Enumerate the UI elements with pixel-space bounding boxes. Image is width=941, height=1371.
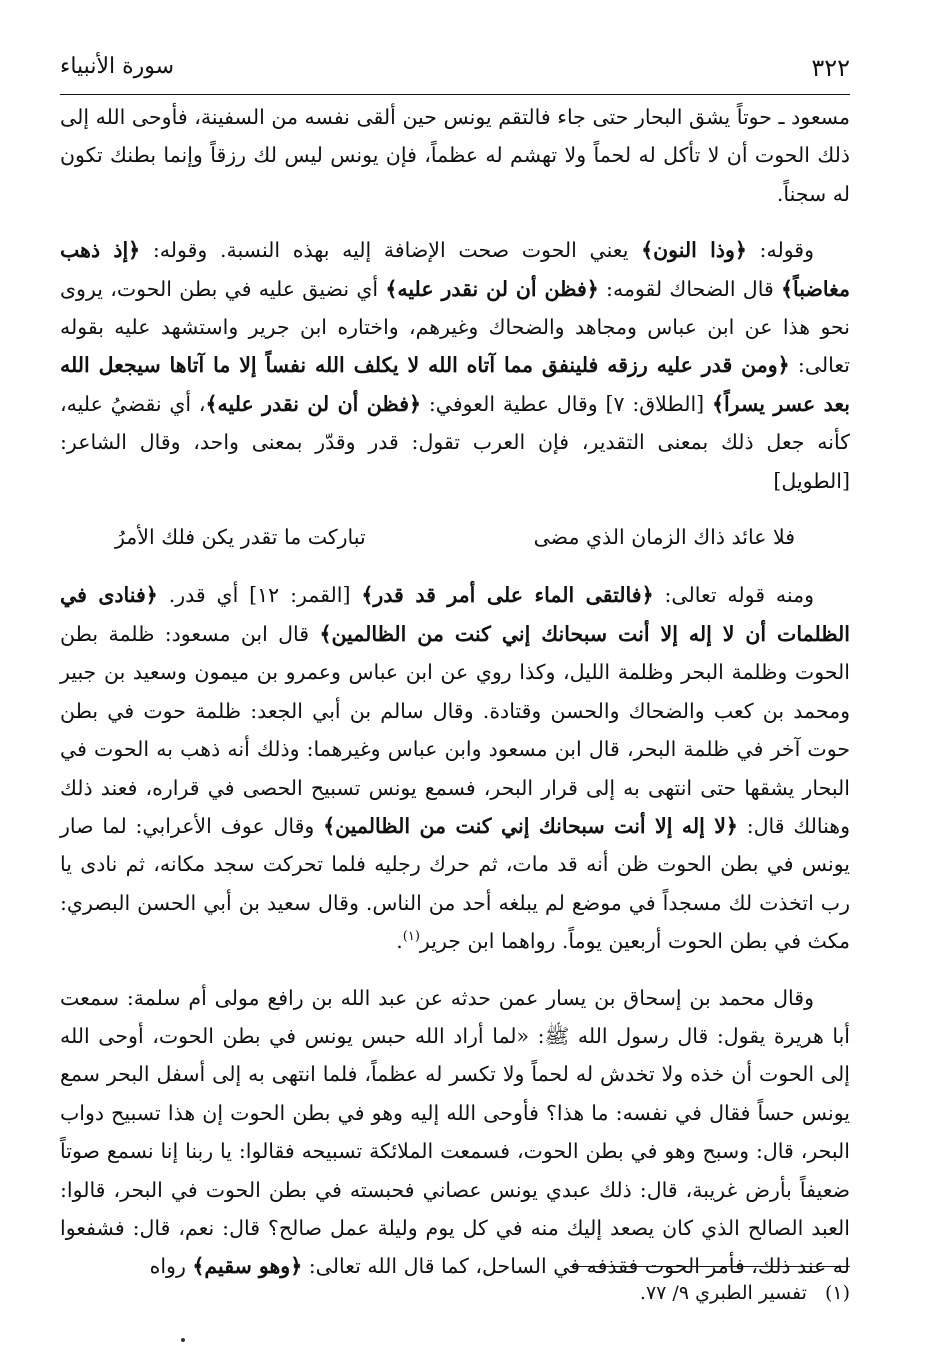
quran-quote: ﴿فظن أن لن نقدر عليه﴾ <box>385 276 599 301</box>
footnote-text: تفسير الطبري ٩/ ٧٧. <box>639 1282 807 1304</box>
footnote <box>560 1278 850 1308</box>
page-number: ٣٢٢ <box>811 54 850 82</box>
body-text <box>60 98 850 1304</box>
paragraph-4: وقال محمد بن إسحاق بن يسار عمن حدثه عن عبد الله بن رافع مولى أم سلمة: سمعت أبا هريرة يقول: قال رسول الله ﷺ: «لما أراد الله حبس يونس في بطن الحوت، أوحى الله إلى الحوت أن خذه ولا تخدش له لحماً ولا تكسر له عظماً، فلما انتهى به إلى أسفل البحر سمع يونس حساً فقال في نفسه: ما هذا؟ فأوحى الله إليه وهو في بطن الحوت إن هذا تسبيح دواب البحر، قال: وسبح وهو في بطن الحوت، فسمعت الملائكة تسبيحه فقالوا: يا ربنا إنا نسمع صوتاً ضعيفاً بأرض غريبة، قال: ذلك عبدي يونس عصاني فحبسته في بطن الحوت في البحر، قالوا: العبد الصالح الذي كان يصعد إليك منه في كل يوم وليلة عمل صالح؟ قال: نعم، قال: فشفعوا له عند ذلك، فأمر الحوت فقذفه في الساحل، كما قال الله تعالى: ﴿وهو سقيم﴾ رواه <box>60 985 850 1279</box>
page-header <box>60 52 850 95</box>
footnote-number: (١) <box>824 1282 850 1304</box>
paragraph-1: مسعود ـ حوتاً يشق البحار حتى جاء فالتقم يونس حين ألقى نفسه من السفينة، فأوحى الله إلى ذلك الحوت أن لا تأكل له لحماً ولا تهشم له عظماً، فإن يونس ليس لك رزقاً وإنما بطنك تكون له سجناً. <box>60 105 850 206</box>
paragraph-2: وقوله: ﴿وذا النون﴾ يعني الحوت صحت الإضافة إليه بهذه النسبة. وقوله: ﴿إذ ذهب مغاضباً﴾ قال الضحاك لقومه: ﴿فظن أن لن نقدر عليه﴾ أي نضيق عليه في بطن الحوت، يروى نحو هذا عن ابن عباس ومجاهد والضحاك وغيرهم، واختاره ابن جرير واستشهد عليه بقوله تعالى: ﴿ومن قدر عليه رزقه فلينفق مما آتاه الله لا يكلف الله نفساً إلا ما آتاها سيجعل الله بعد عسر يسراً﴾ [الطلاق: ٧] وقال عطية العوفي: ﴿فظن أن لن نقدر عليه﴾، أي نقضيُ عليه، كأنه جعل ذلك بمعنى التقدير، فإن العرب تقول: قدر وقدّر بمعنى واحد، وقال الشاعر: [الطويل] <box>60 238 851 493</box>
verse-second-hemistich: تباركت ما تقدر يكن فلك الأمرُ <box>115 525 366 550</box>
quran-quote: ﴿وهو سقيم﴾ <box>192 1254 303 1279</box>
verse-first-hemistich: فلا عائد ذاك الزمان الذي مضى <box>533 525 795 550</box>
quran-quote: ﴿إذ ذهب مغاضباً﴾ <box>60 238 850 301</box>
quran-quote: ﴿فالتقى الماء على أمر قد قدر﴾ <box>361 583 654 608</box>
quran-quote: ﴿لا إله إلا أنت سبحانك إني كنت من الظالمين﴾ <box>323 813 738 838</box>
quran-quote: ﴿ومن قدر عليه رزقه فلينفق مما آتاه الله لا يكلف الله نفساً إلا ما آتاها سيجعل الله بعد عسر يسراً﴾ <box>60 353 851 416</box>
quran-quote: ﴿وذا النون﴾ <box>641 238 747 263</box>
quran-quote: ﴿فظن أن لن نقدر عليه﴾ <box>205 391 422 416</box>
quran-quote: ﴿فنادى في الظلمات أن لا إله إلا أنت سبحانك إني كنت من الظالمين﴾ <box>60 583 851 646</box>
print-speck <box>181 1338 185 1342</box>
surah-name: سورة الأنبياء <box>60 54 175 79</box>
paragraph-3: ومنه قوله تعالى: ﴿فالتقى الماء على أمر قد قدر﴾ [القمر: ١٢] أي قدر. ﴿فنادى في الظلمات أن لا إله إلا أنت سبحانك إني كنت من الظالمين﴾ قال ابن مسعود: ظلمة بطن الحوت وظلمة البحر وظلمة الليل، وكذا روي عن ابن عباس وعمرو بن ميمون وسعيد بن جبير ومحمد بن كعب والضحاك والحسن وقتادة. وقال سالم بن أبي الجعد: ظلمة حوت في بطن حوت آخر في ظلمة البحر، قال ابن مسعود وابن عباس وغيرهما: وذلك أنه ذهب به الحوت في البحار يشقها حتى انتهى به إلى قرار البحر، فسمع يونس تسبيح الحصى في قراره، فعند ذلك وهنالك قال: ﴿لا إله إلا أنت سبحانك إني كنت من الظالمين﴾ وقال عوف الأعرابي: لما صار يونس في بطن الحوت ظن أنه قد مات، ثم حرك رجليه فلما تحركت سجد مكانه، ثم نادى يا رب اتخذت لك مسجداً في موضع لم يبلغه أحد من الناس. وقال سعيد بن أبي الحسن البصري: مكث في بطن الحوت أربعين يوماً. رواهما ابن جرير$^{(١)}$. <box>60 583 851 954</box>
poetry-verse <box>60 518 850 556</box>
footnote-divider <box>570 1266 850 1267</box>
footnote-reference: (١) <box>402 929 420 945</box>
